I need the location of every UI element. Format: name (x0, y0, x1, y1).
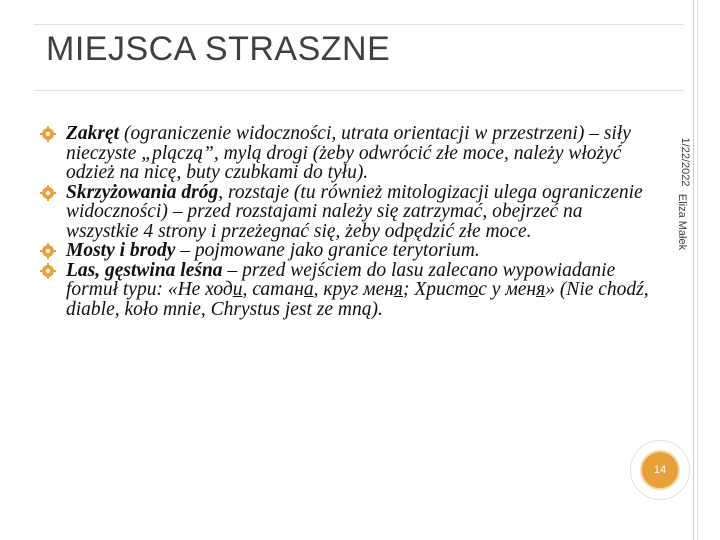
bullet-term: Las, gęstwina leśna (66, 259, 223, 281)
gear-bullet-icon (40, 185, 56, 201)
slide-title: MIEJSCA STRASZNE (46, 30, 391, 68)
bullet-item-zakret (40, 124, 655, 183)
gear-bullet-icon (40, 126, 56, 142)
bullet-term: Zakręt (66, 123, 120, 144)
title-divider (34, 90, 684, 91)
bullet-term: Mosty i brody (66, 240, 176, 261)
bullet-text: с у мен (478, 279, 537, 300)
frame-line-inner (697, 0, 698, 540)
date-text: 1/22/2022 (679, 137, 691, 187)
page-number: 14 (653, 464, 667, 476)
title-top-divider (34, 24, 684, 25)
bullet-text: ; Христ (402, 279, 469, 300)
bullet-list (40, 124, 655, 319)
bullet-item-skrzyzowania (40, 183, 655, 242)
bullet-text: – pojmowane jako granice terytorium. (175, 240, 480, 261)
frame-line (693, 0, 694, 540)
bullet-text: » (Nie chodź, diable, koło mnie, Chrystus jest ze mną). (66, 279, 649, 320)
bullet-text: , rozstaje (tu również mitologizacji ulega ograniczenie widoczności) – przed rozstajami należy się zatrzymać, obejrzeć na wszystkie 4 strony i przeżegnać się, żeby odpędzić złe moce. (66, 181, 643, 242)
bullet-item-las (40, 261, 655, 320)
bullet-text: , круг мен (313, 279, 394, 300)
gear-bullet-icon (40, 243, 56, 259)
underlined-letter: я (393, 279, 403, 300)
author-text: Eliza Małek (676, 193, 688, 251)
author-footer (670, 186, 694, 256)
gear-bullet-icon (40, 263, 56, 279)
bullet-text: – przed wejściem do lasu zalecano wypowiadanie formuł typu: «Не ход (66, 259, 616, 300)
page-number-badge (640, 450, 680, 490)
bullet-text: , сатан (242, 279, 304, 300)
bullet-item-mosty (40, 241, 655, 261)
bullet-text: (ograniczenie widoczności, utrata orientacji w przestrzeni) – siły nieczyste „plączą”, mylą drogi (żeby odwrócić złe moce, należy włożyć odzież na nicę, buty czubkami do tyłu). (66, 123, 631, 183)
underlined-letter: а (303, 279, 314, 300)
bullet-term: Skrzyżowania dróg (66, 181, 219, 203)
underlined-letter: я (536, 279, 546, 300)
underlined-letter: и (232, 279, 243, 300)
underlined-letter: о (468, 279, 479, 300)
